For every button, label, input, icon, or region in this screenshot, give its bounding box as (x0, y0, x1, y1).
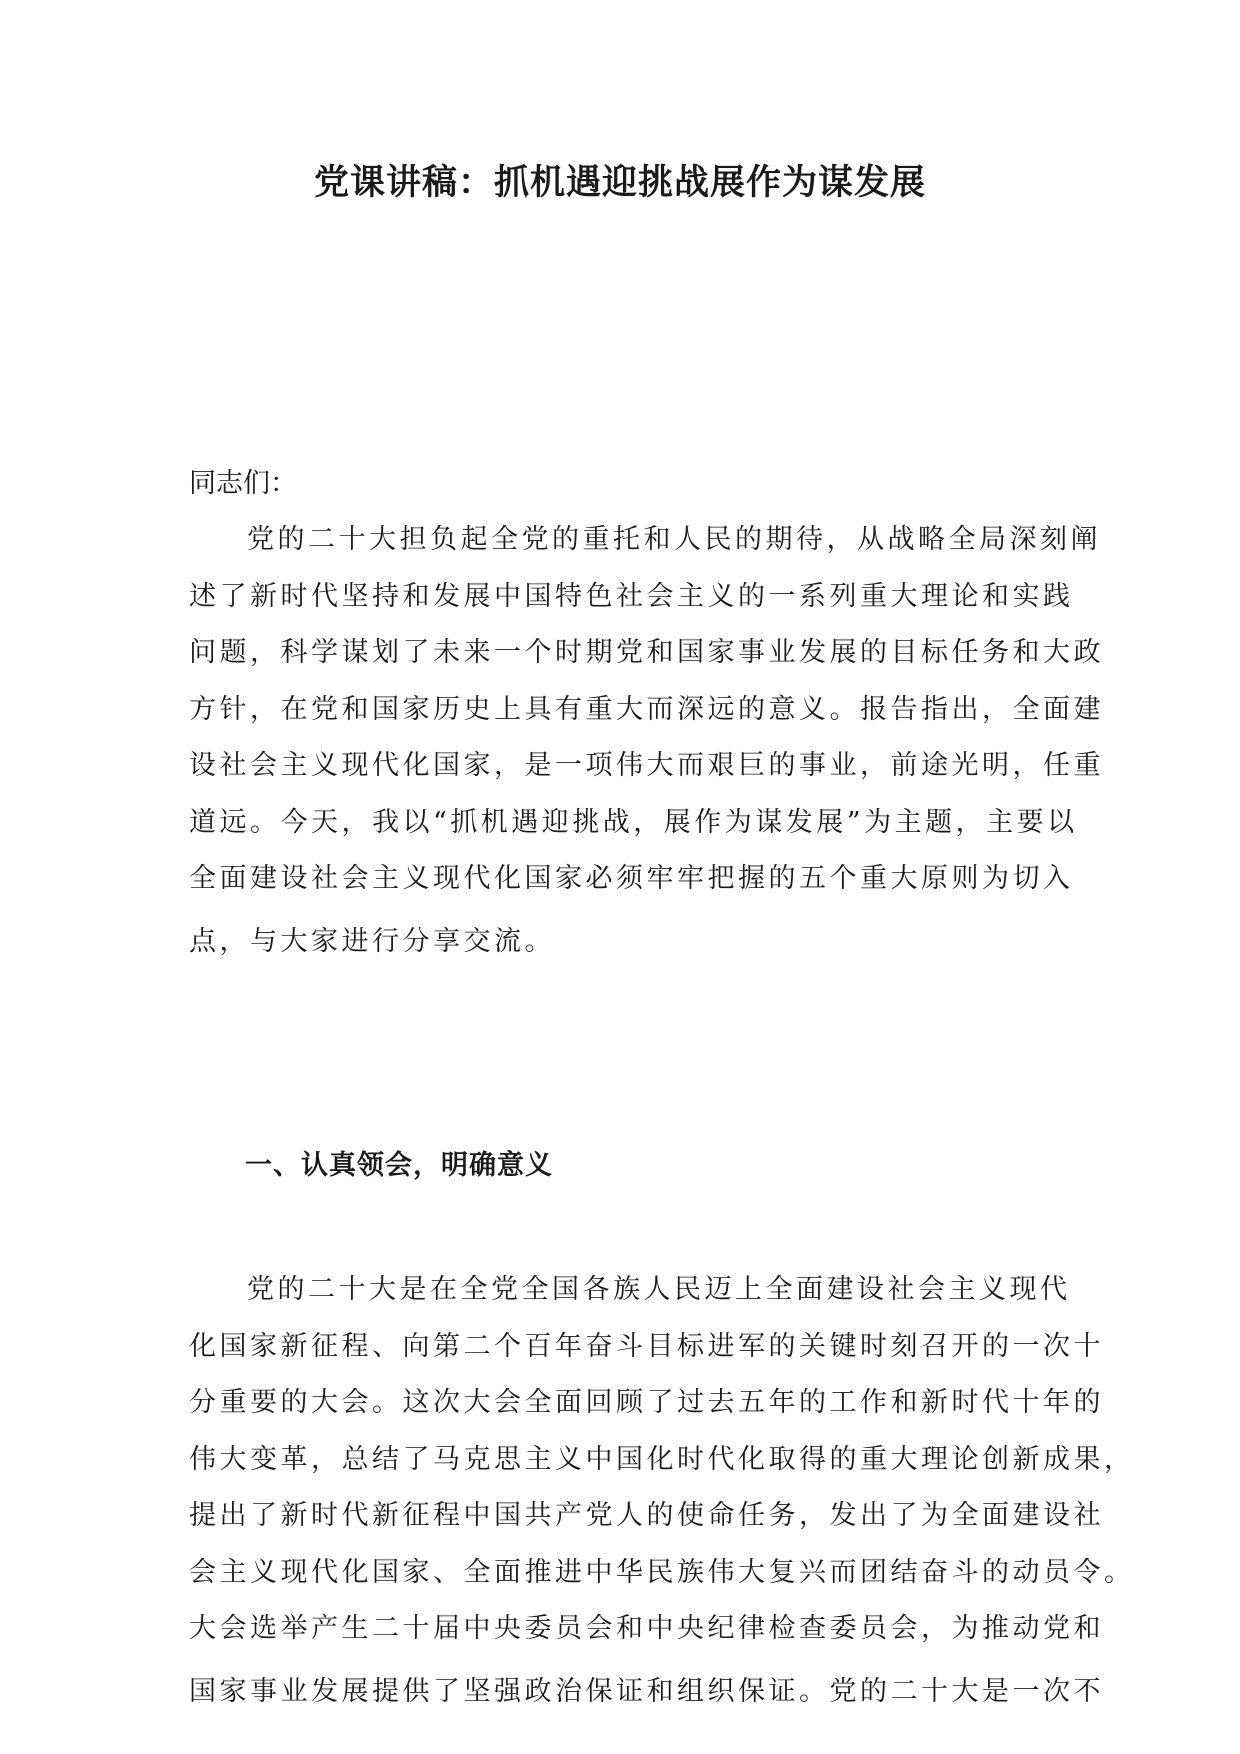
paragraph-section-1 (189, 1262, 1135, 1720)
paragraph-line: 国家事业发展提供了坚强政治保证和组织保证。党的二十大是一次不 (189, 1675, 1104, 1707)
paragraph-line: 党的二十大担负起全党的重托和人民的期待，从战略全局深刻阐 (247, 524, 1101, 555)
document-title: 党课讲稿：抓机遇迎挑战展作为谋发展 (313, 163, 926, 203)
paragraph-line: 会主义现代化国家、全面推进中华民族伟大复兴而团结奋斗的动员令。 (189, 1556, 1135, 1588)
paragraph-line: 设社会主义现代化国家，是一项伟大而艰巨的事业，前途光明，任重 (189, 750, 1104, 781)
paragraph-line: 伟大变革，总结了马克思主义中国化时代化取得的重大理论创新成果， (189, 1443, 1135, 1475)
paragraph-line: 问题，科学谋划了未来一个时期党和国家事业发展的目标任务和大政 (189, 637, 1104, 668)
paragraph-line: 党的二十大是在全党全国各族人民迈上全面建设社会主义现代 (247, 1274, 1071, 1305)
salutation: 同志们： (189, 468, 297, 499)
paragraph-line: 提出了新时代新征程中国共产党人的使命任务，发出了为全面建设社 (189, 1500, 1104, 1531)
paragraph-line: 方针，在党和国家历史上具有重大而深远的意义。报告指出，全面建 (189, 693, 1104, 725)
paragraph-line: 述了新时代坚持和发展中国特色社会主义的一系列重大理论和实践 (189, 580, 1074, 612)
paragraph-line: 化国家新征程、向第二个百年奋斗目标进军的关键时刻召开的一次十 (189, 1330, 1104, 1362)
section-heading: 一、认真领会，明确意义 (245, 1150, 553, 1181)
paragraph-intro (189, 512, 1104, 970)
paragraph-line: 大会选举产生二十届中央委员会和中央纪律检查委员会，为推动党和 (189, 1613, 1104, 1644)
paragraph-line: 全面建设社会主义现代化国家必须牢牢把握的五个重大原则为切入 (189, 863, 1074, 894)
paragraph-line: 点，与大家进行分享交流。 (189, 925, 555, 957)
paragraph-line: 道远。今天，我以“抓机遇迎挑战，展作为谋发展”为主题，主要以 (189, 806, 1078, 838)
paragraph-line: 分重要的大会。这次大会全面回顾了过去五年的工作和新时代十年的 (189, 1387, 1104, 1418)
